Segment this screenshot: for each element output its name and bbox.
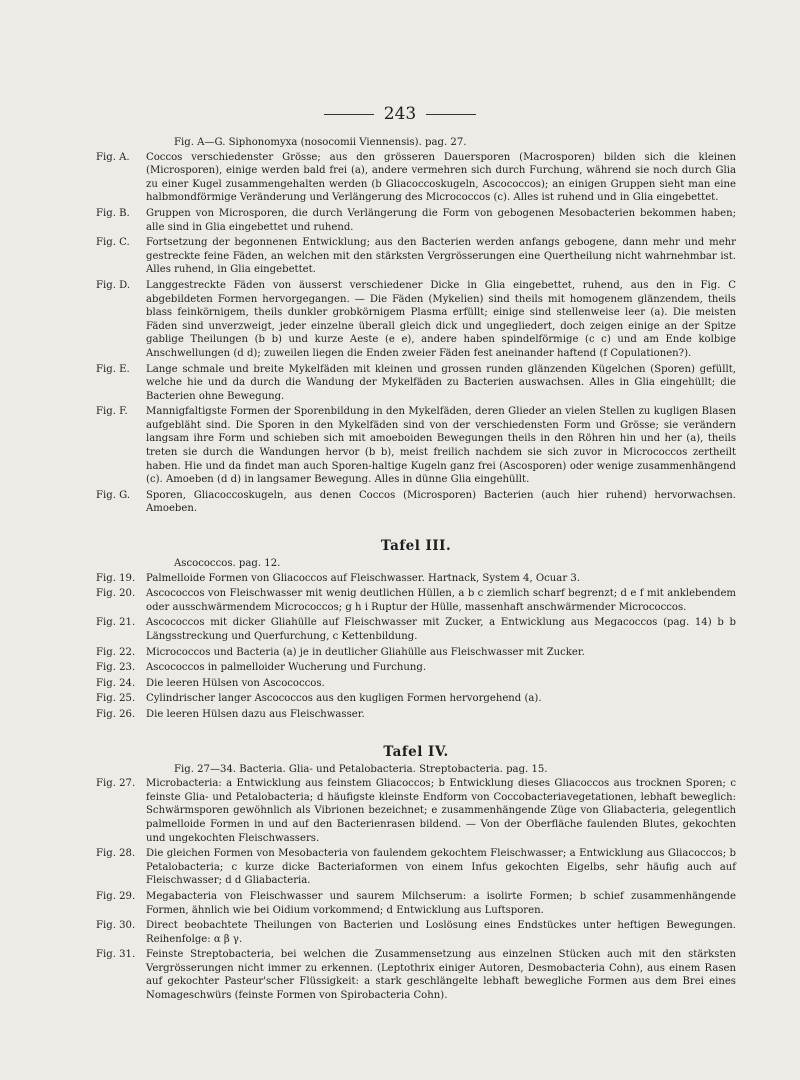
figure-entry [96,489,736,516]
tafel-4-caption: Fig. 27—34. Bacteria. Glia- und Petalobacteria. Streptobacteria. pag. 15. [174,763,548,775]
figure-label: Fig. 24. [96,677,136,689]
figure-label: Fig. 31. [96,949,136,961]
figure-entry [96,279,736,361]
figure-label: Fig. 27. [96,778,136,790]
figure-description: Ascococcos mit dicker Gliahülle auf Fleischwasser mit Zucker, a Entwicklung aus Megacoccos (pag. 14) b b Längsstreckung und Querfurchung, c Kettenbildung. [146,617,736,642]
figure-label: Fig. G. [96,489,131,501]
figure-entry [96,777,736,845]
figure-label: Fig. 29. [96,890,136,902]
figure-label: Fig. 30. [96,920,136,932]
figure-description: Feinste Streptobacteria, bei welchen die Zusammensetzung aus einzelnen Stücken auch mit den stärksten Vergrösserungen nicht immer zu erkennen. (Leptothrix einiger Autoren, Desmobacteria Cohn), aus einem Rasen auf gekochter Pasteur'scher Flüssigkeit: a stark geschlängelte lebhaft bewegliche Formen aus dem Brei eines Nomageschwürs (feinste Formen von Spirobacteria Cohn). [146,949,736,1002]
figure-entry [96,646,736,660]
figure-label: Fig. 21. [96,617,136,629]
tafel-3-title: Tafel III. [380,538,452,555]
figure-entry [96,692,736,706]
figure-description: Die leeren Hülsen von Ascococcos. [146,677,325,689]
figure-label: Fig. A. [96,151,130,163]
figure-label: Fig. 20. [96,588,136,600]
header-rule-left [324,114,374,115]
figure-description: Gruppen von Microsporen, die durch Verlängerung die Form von gebogenen Mesobacterien bekommen haben; alle sind in Glia eingebettet und ruhend. [146,207,736,233]
tafel-4-title: Tafel IV. [383,743,449,760]
figure-description: Die gleichen Formen von Mesobacteria von faulendem gekochtem Fleischwasser; a Entwicklung aus Gliacoccos; b Petalobacteria; c kurze dicke Bacteriaformen von einem Infus gekochten Eigelbs, sehr häufig auch auf Fleischwasser; d d Gliabacteria. [146,848,736,887]
figure-description: Sporen, Gliacoccoskugeln, aus denen Coccos (Microsporen) Bacterien (auch hier ruhend) hervorwachsen. Amoeben. [146,489,736,515]
section-a-list [96,151,736,516]
section-a-caption: Fig. A—G. Siphonomyxa (nosocomii Viennensis). pag. 27. [174,137,467,148]
header-rule-right [426,114,476,115]
figure-label: Fig. 22. [96,646,136,658]
figure-description: Cylindrischer langer Ascococcos aus den kugligen Formen hervorgehend (a). [146,693,542,705]
figure-label: Fig. 25. [96,693,136,705]
page-header [0,104,800,124]
tafel-3-caption: Ascococcos. pag. 12. [174,558,281,570]
figure-entry [96,236,736,277]
figure-label: Fig. F. [96,406,128,418]
figure-entry [96,847,736,888]
figure-entry [96,587,736,614]
page-number: 243 [383,104,417,124]
figure-entry [96,207,736,234]
figure-entry [96,948,736,1002]
figure-label: Fig. B. [96,207,130,219]
figure-entry [96,677,736,691]
figure-description: Die leeren Hülsen dazu aus Fleischwasser. [146,708,365,720]
figure-description: Langgestreckte Fäden von äusserst verschiedener Dicke in Glia eingebettet, ruhend, aus den in Fig. C abgebildeten Formen hervorgegangen. — Die Fäden (Mykelien) sind theils mit homogenem glänzendem, theils blass feinkörnigem, theils dunkler grobkörnigem Plasma erfüllt; einige sind stellenweise leer (a). Die meisten Fäden sind unverzweigt, jeder einzelne überall gleich dick und ungegliedert, doch zeigen einige an der Spitze gablige Theilungen (b b) und kurze Aeste (e e), andere haben spindelförmige (c c) und am Ende kolbige Anschwellungen (d d); zuweilen liegen die Enden zweier Fäden fest aneinander haftend (f Copulationen?). [146,279,736,359]
figure-label: Fig. 26. [96,708,136,720]
tafel-4-list [96,777,736,1003]
figure-description: Megabacteria von Fleischwasser und saurem Milchserum: a isolirte Formen; b schief zusammenhängende Formen, ähnlich wie bei Oidium vorkommend; d Entwicklung aus Luftsporen. [146,890,736,916]
figure-description: Ascococcos von Fleischwasser mit wenig deutlichen Hüllen, a b c ziemlich scharf begrenzt; d e f mit anklebendem oder ausschwärmendem Micrococcos; g h i Ruptur der Hülle, massenhaft anschwärmender Micrococcos. [146,588,736,613]
figure-entry [96,616,736,643]
page-content [96,136,736,1005]
figure-label: Fig. 19. [96,572,136,584]
figure-label: Fig. E. [96,363,130,375]
figure-entry [96,151,736,205]
figure-label: Fig. 23. [96,662,136,674]
tafel-3-list [96,572,736,722]
figure-entry [96,919,736,946]
figure-label: Fig. C. [96,237,130,249]
figure-description: Fortsetzung der begonnenen Entwicklung; aus den Bacterien werden anfangs gebogene, dann mehr und mehr gestreckte feine Fäden, an welchen mit den stärksten Vergrösserungen eine Quertheilung nicht wahrnehmbar ist. Alles ruhend, in Glia eingebettet. [146,237,736,276]
figure-description: Micrococcos und Bacteria (a) je in deutlicher Gliahülle aus Fleischwasser mit Zucker. [146,646,585,658]
figure-entry [96,890,736,917]
figure-entry [96,363,736,404]
figure-entry [96,661,736,675]
figure-description: Coccos verschiedenster Grösse; aus den grösseren Dauersporen (Macrosporen) bilden sich die kleinen (Microsporen), einige werden bald frei (a), andere vermehren sich durch Furchung, während sie noch durch Glia zu einer Kugel zusammengehalten werden (b Gliacoccoskugeln, Ascococcos); an einigen Gruppen sieht man eine halbmondförmige Veränderung und Verlängerung des Micrococcos (c). Alles ist ruhend und in Glia eingebettet. [146,151,736,204]
figure-description: Lange schmale und breite Mykelfäden mit kleinen und grossen runden glänzenden Kügelchen (Sporen) gefüllt, welche hie und da durch die Wandung der Mykelfäden zu Bacterien auswachsen. Alles in Glia eingehüllt; die Bacterien ohne Bewegung. [146,363,736,402]
figure-entry [96,708,736,722]
figure-entry [96,405,736,487]
figure-entry [96,572,736,586]
figure-description: Direct beobachtete Theilungen von Bacterien und Loslösung eines Endstückes unter heftigen Bewegungen. Reihenfolge: α β γ. [146,920,736,945]
figure-description: Microbacteria: a Entwicklung aus feinstem Gliacoccos; b Entwicklung dieses Gliacoccos aus trocknen Sporen; c feinste Glia- und Petalobacteria; d häufigste kleinste Endform von Coccobacteriavegetationen, lebhaft beweglich: Schwärmsporen gewöhnlich als Vibrionen bezeichnet; e zusammenhängende Züge von Gliabacteria, gelegentlich palmelloide Formen in und auf den Bacterienrasen bildend. — Von der Oberfläche faulenden Blutes, gekochten und ungekochten Fleischwassers. [146,778,736,844]
figure-description: Palmelloide Formen von Gliacoccos auf Fleischwasser. Hartnack, System 4, Ocuar 3. [146,572,580,584]
figure-label: Fig. D. [96,279,131,291]
figure-description: Mannigfaltigste Formen der Sporenbildung in den Mykelfäden, deren Glieder an vielen Stellen zu kugligen Blasen aufgebläht sind. Die Sporen in den Mykelfäden sind von der verschiedensten Form und Grösse; sie verändern langsam ihre Form und schieben sich mit amoeboiden Bewegungen theils in den Röhren hin und her (a), theils treten sie durch die Wandungen hervor (b b), meist freilich nachdem sie sich zuvor in Micrococcos zertheilt haben. Hie und da findet man auch Sporen-haltige Kugeln ganz frei (Ascosporen) oder wenige zusammenhängend (c). Amoeben (d d) in langsamer Bewegung. Alles in dünne Glia eingehüllt. [146,406,736,486]
figure-description: Ascococcos in palmelloider Wucherung und Furchung. [146,662,427,674]
figure-label: Fig. 28. [96,848,136,860]
